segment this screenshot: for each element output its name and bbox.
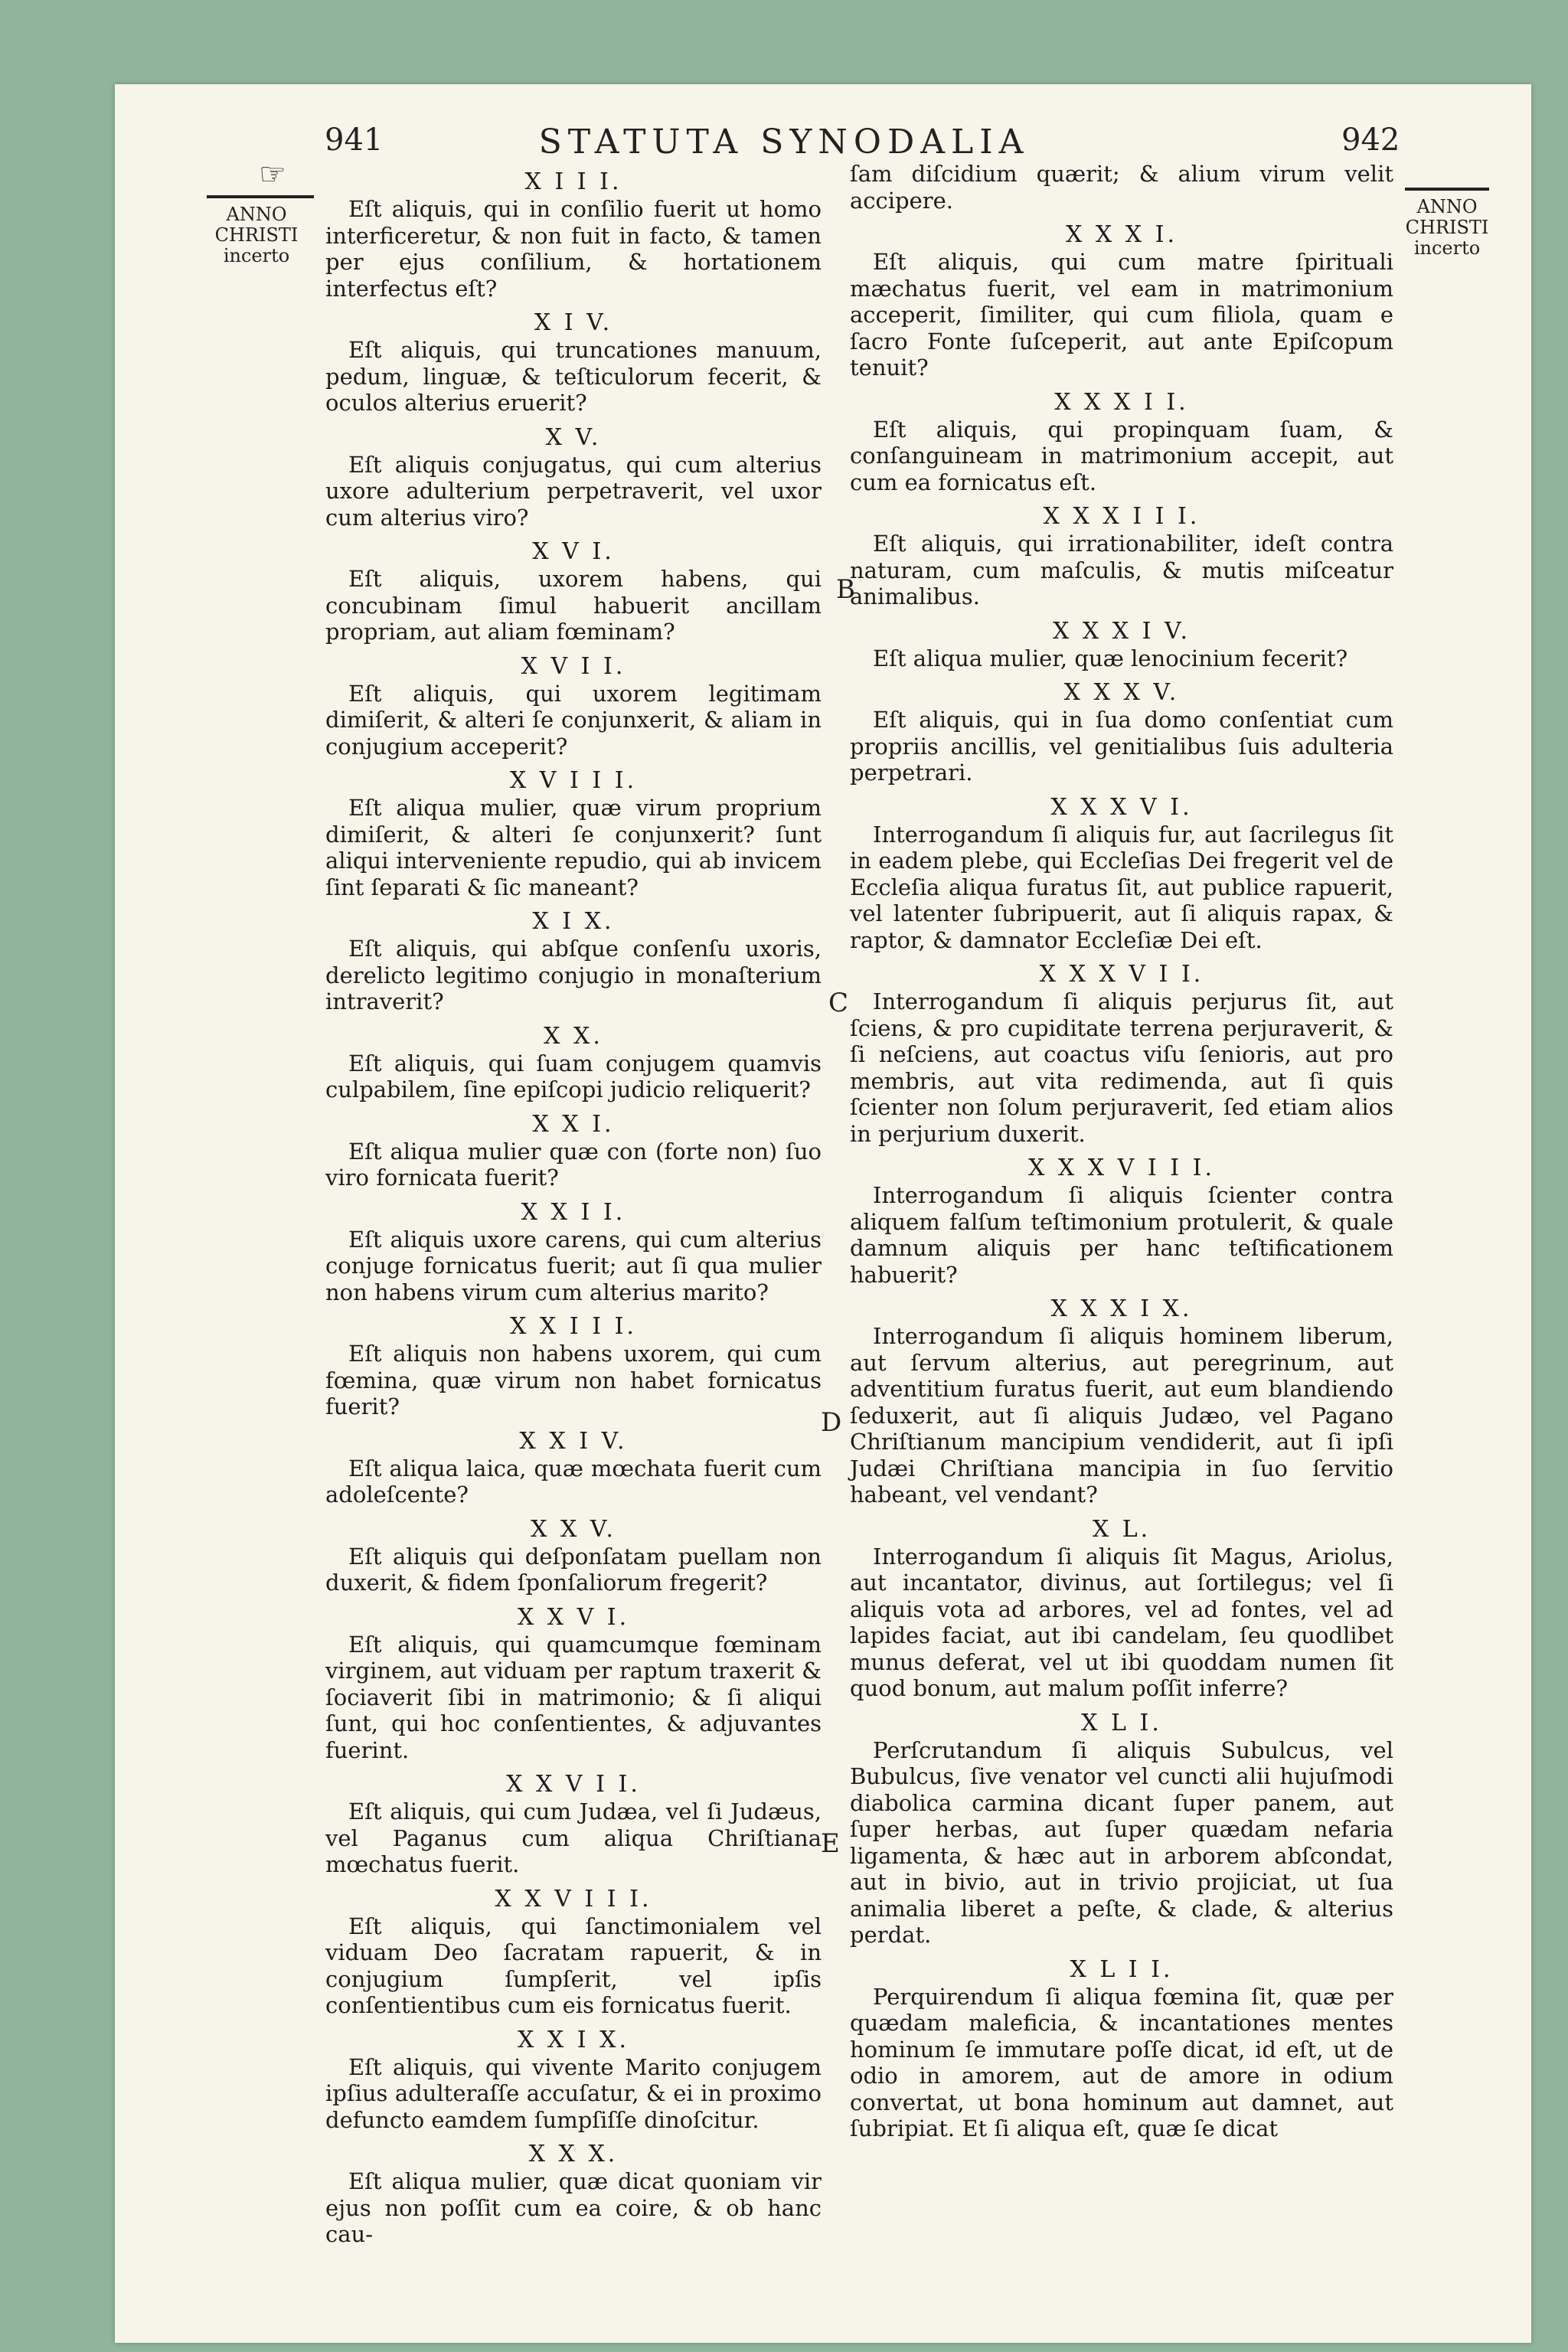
article-text: ſam diſcidium quærit; & alium virum velit accipere. — [850, 161, 1393, 214]
article-text: Perſcrutandum ſi aliquis Subulcus, vel Bubulcus, ſive venator vel cuncti alii hujuſmodi diabolica carmina dicant ſuper panem, aut ſuper herbas, aut ſuper quædam nefaria ligamenta, & hæc aut in arborem abſcondat, aut in bivio, aut in trivio projiciat, ut ſua animalia liberet a peſte, & clade, & alterius perdat. — [850, 1736, 1393, 1948]
side-note-right — [1401, 188, 1493, 259]
side-note-line: ANNO — [226, 204, 287, 225]
article-number: X X I. — [532, 1110, 615, 1138]
side-note-left — [207, 195, 306, 266]
side-rule — [1405, 188, 1489, 191]
article-text: Eſt aliquis qui deſponſatam puellam non duxerit, & fidem ſponſaliorum fregerit? — [325, 1543, 822, 1596]
article-text: Eſt aliquis, qui abſque conſenſu uxoris, derelicto legitimo conjugio in monaſterium intraverit? — [325, 936, 822, 1014]
article-number: X X V I I. — [506, 1771, 641, 1798]
right-column — [850, 161, 1393, 2142]
article-text: Eſt aliquis, qui truncationes manuum, pedum, linguæ, & teſticulorum fecerit, & oculos alterius eruerit? — [325, 337, 822, 416]
article-text: Eſt aliquis, qui ſuam conjugem quamvis culpabilem, ſine epiſcopi judicio reliquerit? — [325, 1050, 822, 1102]
article-number: X V I. — [532, 538, 615, 565]
article-text: Interrogandum ſi aliquis hominem liberum, aut ſervum alterius, aut peregrinum, aut adventitium furatus fuerit, aut eum blandiendo ſeduxerit, aut ſi aliquis Judæo, vel Pagano Chriſtianum mancipium vendiderit, aut ſi ipſi Judæi Chriſtiana mancipia in ſuo ſervitio habeant, vel vendant? — [850, 1323, 1393, 1508]
margin-letter-d: D — [821, 1407, 842, 1438]
article-number: X I X. — [532, 908, 615, 935]
article-text: Eſt aliquis, qui cum Judæa, vel ſi Judæus, vel Paganus cum aliqua Chriſtiana mœchatus fuerit. — [325, 1798, 822, 1877]
article-number: X V I I. — [521, 652, 626, 680]
side-note-line: ANNO — [1416, 196, 1478, 217]
article-number: X X I I I. — [510, 1313, 637, 1340]
article-number: X X. — [544, 1022, 603, 1050]
side-rule — [207, 195, 314, 198]
article-text: Eſt aliquis, qui quamcumque fœminam virginem, aut viduam per raptum traxerit & ſociaverit ſibi in matrimonio; & ſi aliqui ſunt, qui hoc conſentientes, & adjuvantes fuerint. — [325, 1631, 822, 1763]
article-number: X X X I I I. — [1043, 503, 1200, 530]
side-note-line: CHRISTI — [1405, 217, 1489, 238]
article-number: X I V. — [534, 309, 613, 336]
article-text: Interrogandum ſi aliquis perjurus ſit, aut ſciens, & pro cupiditate terrena perjuraverit, & ſi neſciens, aut coactus viſu ſenioris, aut pro membris, aut vita redimenda, aut ſi quis ſcienter non ſolum perjuraverit, ſed etiam alios in perjurium duxerit. — [850, 988, 1393, 1147]
article-text: Eſt aliquis non habens uxorem, qui cum fœmina, quæ virum non habet fornicatus fuerit? — [325, 1341, 822, 1419]
article-text: Interrogandum ſi aliquis ſcienter contra aliquem falſum teſtimonium protulerit, & quale damnum aliquis per hanc teſtificationem habuerit? — [850, 1182, 1393, 1288]
article-text: Eſt aliquis, qui uxorem legitimam dimiſerit, & alteri ſe conjunxerit, & aliam in conjugium acceperit? — [325, 680, 822, 760]
side-note-line: incerto — [1413, 237, 1481, 259]
article-text: Eſt aliqua mulier quæ con (forte non) ſuo viro fornicata fuerit? — [325, 1138, 822, 1191]
article-text: Eſt aliquis, qui cum matre ſpirituali mæchatus fuerit, vel eam in matrimonium acceperit, ſimiliter, qui cum filiola, quam e ſacro Fonte ſuſceperit, aut ante Epiſcopum tenuit? — [850, 249, 1393, 381]
article-number: X X I X. — [517, 2026, 630, 2053]
article-text: Perquirendum ſi aliqua fœmina ſit, quæ per quædam maleficia, & incantationes mentes hominum ſe immutare poſſe dicat, id eſt, ut de odio in amorem, aut de amore in odium convertat, ut bona hominum aut damnet, aut ſubripiat. Et ſi aliqua eſt, quæ ſe dicat — [850, 1983, 1393, 2141]
article-text: Eſt aliquis, qui irrationabiliter, ideſt contra naturam, cum maſculis, & mutis miſceatur animalibus. — [850, 531, 1393, 609]
article-number: X L I I. — [1070, 1955, 1174, 1983]
article-text: Eſt aliquis, qui propinquam ſuam, & conſanguineam in matrimonium accepit, aut cum ea fornicatus eſt. — [850, 416, 1393, 495]
article-number: X X I V. — [519, 1427, 628, 1455]
margin-letter-e: E — [821, 1828, 840, 1859]
page-number-right: 942 — [1341, 122, 1400, 158]
page-number-left: 941 — [325, 122, 384, 158]
article-number: X X X I V. — [1052, 617, 1191, 645]
article-text: Eſt aliquis, uxorem habens, qui concubinam ſimul habuerit ancillam propriam, aut aliam fœminam? — [325, 566, 822, 645]
article-number: X X V. — [531, 1515, 616, 1543]
article-number: X X X I I. — [1054, 388, 1189, 416]
article-number: X X X V I. — [1050, 793, 1193, 821]
article-number: X X X V. — [1063, 679, 1180, 706]
article-number: X X V I. — [517, 1603, 630, 1631]
article-number: X X X V I I. — [1039, 961, 1204, 988]
margin-letter-b: B — [836, 574, 855, 605]
article-text: Eſt aliquis, qui ſanctimonialem vel viduam Deo ſacratam rapuerit, & in conjugium ſumpſerit, vel ipſis conſentientibus cum eis fornicatus fuerit. — [325, 1913, 822, 2018]
pointing-hand-icon: ☞ — [259, 157, 286, 192]
article-text: Eſt aliquis, qui in conſilio fuerit ut homo interficeretur, & non fuit in facto, & tamen per ejus conſilium, & hortationem interfectus eſt? — [325, 196, 822, 302]
margin-letter-c: C — [828, 988, 849, 1018]
article-number: X X X I X. — [1050, 1295, 1193, 1322]
page-title: STATUTA SYNODALIA — [538, 122, 1030, 162]
article-number: X X X. — [528, 2141, 619, 2167]
article-number: X X V I I I. — [495, 1885, 652, 1913]
article-number: X V I I I. — [509, 767, 638, 794]
article-text: Eſt aliquis, qui in ſua domo conſentiat cum propriis ancillis, vel genitialibus ſuis adulteria perpetrari. — [850, 707, 1393, 786]
side-note-line: CHRISTI — [214, 224, 299, 246]
article-number: X X I I. — [521, 1198, 626, 1226]
article-number: X V. — [545, 423, 602, 451]
article-number: X I I I. — [524, 168, 622, 195]
article-text: Eſt aliqua mulier, quæ lenocinium fecerit? — [873, 645, 1348, 671]
article-text: Eſt aliqua mulier, quæ dicat quoniam vir ejus non poſſit cum ea coire, & ob hanc cau- — [325, 2168, 822, 2247]
article-text: Eſt aliqua laica, quæ mœchata fuerit cum adoleſcente? — [325, 1455, 822, 1508]
article-text: Interrogandum ſi aliquis ſit Magus, Ariolus, aut incantator, divinus, aut ſortilegus; vel ſi aliquis vota ad arbores, vel ad fontes, vel ad lapides faciat, aut ibi candelam, ſeu quodlibet munus deferat, vel ut ibi quoddam numen ſit quod bonum, aut malum poſſit inferre? — [850, 1543, 1393, 1701]
article-number: X L I. — [1081, 1709, 1162, 1736]
article-number: X X X V I I I. — [1027, 1155, 1216, 1181]
article-text: Eſt aliquis conjugatus, qui cum alterius uxore adulterium perpetraverit, vel uxor cum alterius viro? — [325, 451, 822, 531]
article-text: Interrogandum ſi aliquis fur, aut ſacrilegus ſit in eadem plebe, qui Eccleſias Dei fregerit vel de Eccleſia aliqua furatus ſit, aut publice rapuerit, vel latenter ſubripuerit, aut ſi aliquis rapax, & raptor, & damnator Eccleſiæ Dei eſt. — [850, 821, 1393, 953]
article-text: Eſt aliqua mulier, quæ virum proprium dimiſerit, & alteri ſe conjunxerit? ſunt aliqui interveniente repudio, qui ab invicem ſint ſeparati & ſic maneant? — [325, 795, 822, 900]
article-number: X L. — [1092, 1515, 1152, 1543]
article-text: Eſt aliquis, qui vivente Marito conjugem ipſius adulteraſſe accuſatur, & ei in proximo defuncto eamdem ſumpſiſſe dinoſcitur. — [325, 2053, 822, 2133]
side-note-line: incerto — [223, 245, 290, 266]
left-column — [325, 161, 822, 2248]
article-number: X X X I. — [1065, 221, 1178, 248]
article-text: Eſt aliquis uxore carens, qui cum alterius conjuge fornicatus fuerit; aut ſi qua mulier non habens virum cum alterius marito? — [325, 1226, 822, 1305]
